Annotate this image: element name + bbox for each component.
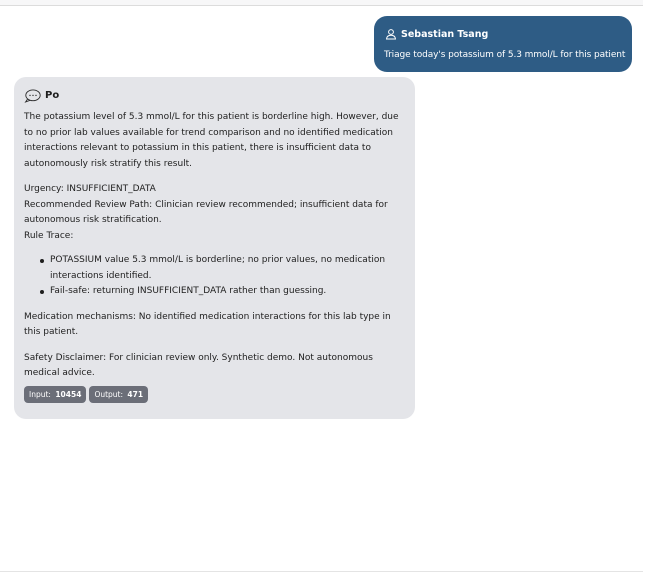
disclaimer-text: Safety Disclaimer: For clinician review only. Synthetic demo. Not autonomous medical advice. [24, 352, 373, 378]
user-icon [385, 28, 397, 40]
user-message-header [384, 26, 622, 42]
rule-trace-list [24, 253, 405, 300]
user-name: Sebastian Tsang [401, 28, 489, 40]
list-item: Fail-safe: returning INSUFFICIENT_DATA rather than guessing. [40, 284, 405, 300]
input-tokens-label: Input: [29, 389, 51, 399]
output-tokens-label: Output: [94, 389, 124, 399]
top-bar [0, 0, 643, 6]
bot-message-bubble [14, 77, 415, 419]
review-path-text: Recommended Review Path: Clinician review recommended; insufficient data for autonomous risk stratification. [24, 199, 388, 225]
bot-message-header [24, 89, 405, 103]
user-message-text: Triage today's potassium of 5.3 mmol/L for this patient [384, 50, 626, 60]
output-tokens-badge [89, 386, 148, 403]
urgency-text: Urgency: INSUFFICIENT_DATA [24, 184, 156, 194]
bot-name: Po [45, 90, 60, 102]
chat-bubble-icon [24, 89, 41, 103]
output-tokens-value: 471 [127, 389, 144, 399]
user-message-bubble [374, 16, 632, 72]
token-usage [24, 386, 405, 403]
input-tokens-badge [24, 386, 86, 403]
mechanisms-text: Medication mechanisms: No identified medication interactions for this lab type in this patient. [24, 311, 391, 337]
bot-intro-text: The potassium level of 5.3 mmol/L for this patient is borderline high. However, due to no prior lab values available for trend comparison and no identified medication interactions relevant to potassium in this patient, there is insufficient data to autonomously risk stratify this result. [24, 112, 399, 169]
rule-trace-label: Rule Trace: [24, 230, 74, 241]
input-tokens-value: 10454 [55, 389, 82, 399]
list-item: POTASSIUM value 5.3 mmol/L is borderline; no prior values, no medication interactions identified. [40, 253, 405, 284]
